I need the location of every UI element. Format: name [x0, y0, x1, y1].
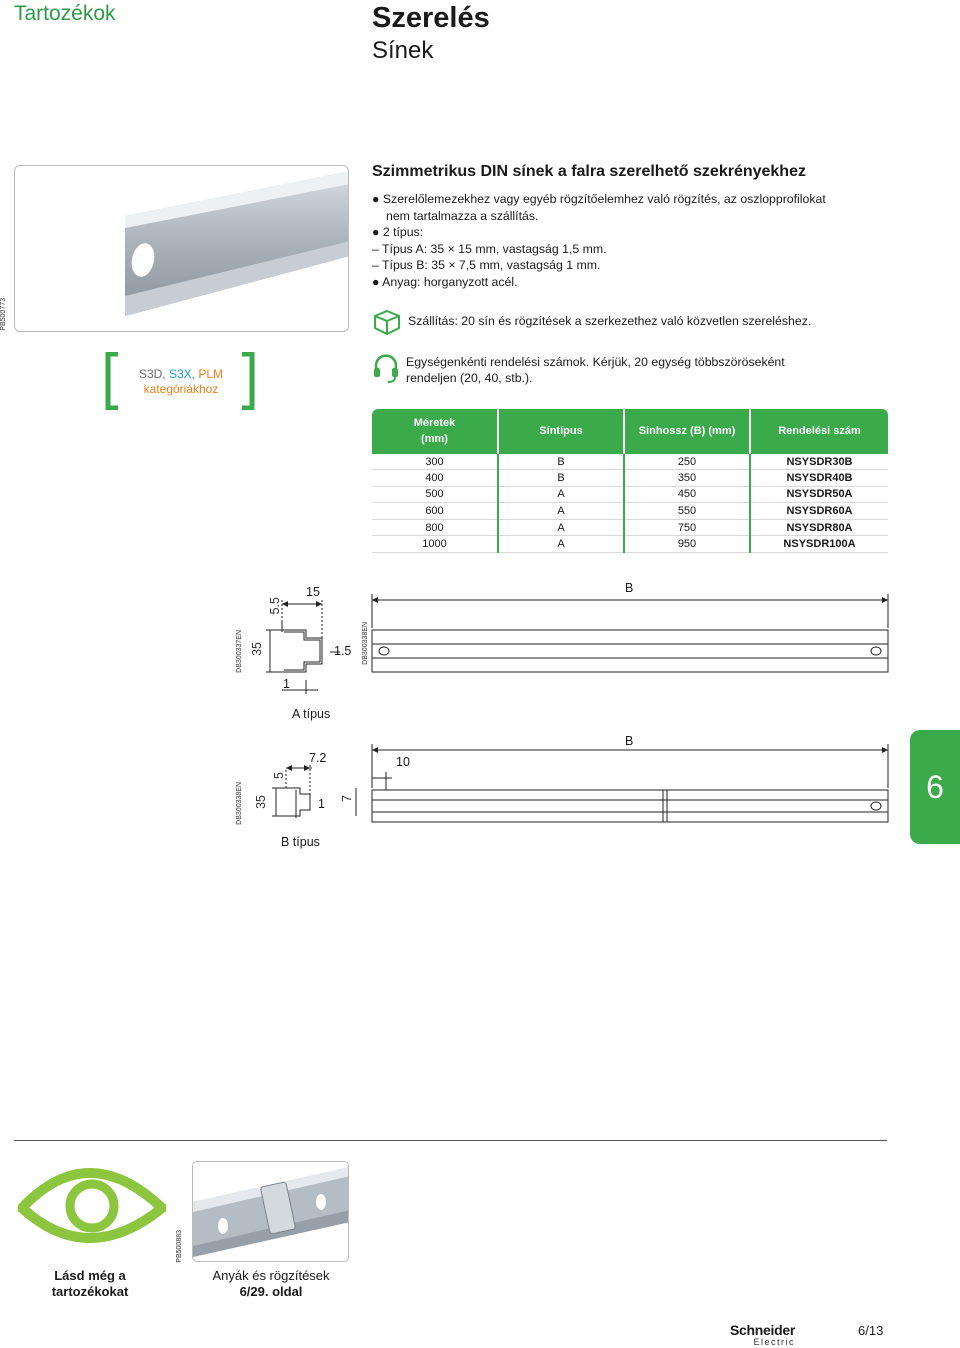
cat-s3x: S3X,	[168, 367, 195, 381]
feature-line: – Típus A: 35 × 15 mm, vastagság 1,5 mm.	[372, 241, 607, 256]
table-row: 1000 A 950 NSYSDR100A	[372, 536, 888, 553]
dim-label: B	[625, 734, 634, 748]
photo-code: PB500773	[0, 298, 7, 331]
table-row: 400 B 350 NSYSDR40B	[372, 470, 888, 487]
order-table	[372, 409, 888, 553]
dim-label: B	[625, 581, 634, 595]
page-number: 6/13	[858, 1323, 884, 1338]
dim-label: 7	[340, 795, 354, 802]
ordering-text-line1: Egységenkénti rendelési számok. Kérjük, 20 egység többszöröseként	[406, 355, 785, 369]
drawing-a-code: DB300337EN	[236, 630, 243, 673]
col-header-ref: Rendelési szám	[750, 409, 888, 453]
category-label	[124, 367, 238, 397]
page-subtitle: Sínek	[372, 37, 434, 64]
drawing-b-code: DB300338EN	[236, 782, 243, 825]
ordering-text-line2: rendeljen (20, 40, stb.).	[406, 371, 533, 385]
eye-icon	[18, 1158, 166, 1254]
dim-label: 1.5	[334, 644, 352, 658]
table-row: 500 A 450 NSYSDR50A	[372, 486, 888, 503]
chapter-tab[interactable]: 6	[910, 730, 960, 844]
dim-label: 15	[306, 585, 320, 599]
dim-label: 10	[396, 755, 410, 769]
col-header-type: Síntípus	[498, 409, 624, 453]
col-header-length: Sínhossz (B) (mm)	[624, 409, 750, 453]
cat-plm: PLM	[198, 367, 224, 381]
feature-line: ● Szerelőlemezekhez vagy egyéb rögzítőelemhez való rögzítés, az oszlopprofilokat	[372, 192, 826, 206]
table-row: 800 A 750 NSYSDR80A	[372, 519, 888, 536]
drawing-a-code-right: DB300338EN	[362, 622, 369, 665]
phone-order-icon	[372, 354, 400, 384]
dim-label: 5.5	[268, 597, 282, 615]
accessory-link[interactable]: Anyák és rögzítések 6/29. oldal	[212, 1268, 330, 1299]
dim-label: 7.2	[309, 751, 327, 765]
feature-line: ● Anyag: horganyzott acél.	[372, 274, 518, 289]
see-also-label: Lásd még a tartozékokat	[51, 1268, 129, 1299]
brand-logo: Schneider Electric	[730, 1322, 795, 1347]
table-row: 300 B 250 NSYSDR30B	[372, 453, 888, 470]
product-title: Szimmetrikus DIN sínek a falra szerelhető szekrényekhez	[372, 163, 806, 180]
delivery-note	[372, 306, 811, 336]
dim-label: 35	[250, 642, 264, 656]
rail-nut-photo-icon	[193, 1162, 349, 1262]
dim-label: 5	[272, 772, 286, 779]
accessory-thumbnail[interactable]	[192, 1161, 349, 1262]
drawing-a-caption: A típus	[292, 707, 331, 721]
feature-line: – Típus B: 35 × 7,5 mm, vastagság 1 mm.	[372, 258, 601, 272]
thumbnail-code: PB500883	[176, 1230, 183, 1263]
ordering-note	[372, 354, 785, 386]
product-photo	[14, 165, 349, 332]
delivery-text: Szállítás: 20 sín és rögzítések a szerkezethez való közvetlen szereléshez.	[408, 314, 812, 328]
page-title: Szerelés	[372, 2, 490, 34]
drawing-b-caption: B típus	[281, 835, 320, 849]
dim-label: 1	[318, 797, 325, 811]
footer-divider	[14, 1140, 887, 1141]
dim-label: 35	[254, 795, 268, 809]
cat-s3d: S3D,	[138, 367, 166, 381]
dim-label: 1	[283, 677, 290, 691]
cat-suffix: kategóriákhoz	[143, 382, 219, 396]
feature-list	[372, 191, 892, 290]
din-rail-photo-icon	[15, 166, 349, 332]
section-label: Tartozékok	[14, 2, 116, 25]
col-header-dimensions: Méretek (mm)	[372, 409, 498, 453]
package-icon	[372, 306, 402, 336]
feature-line: ● 2 típus:	[372, 225, 424, 239]
feature-line: nem tartalmazza a szállítás.	[386, 208, 539, 223]
table-row: 600 A 550 NSYSDR60A	[372, 503, 888, 520]
